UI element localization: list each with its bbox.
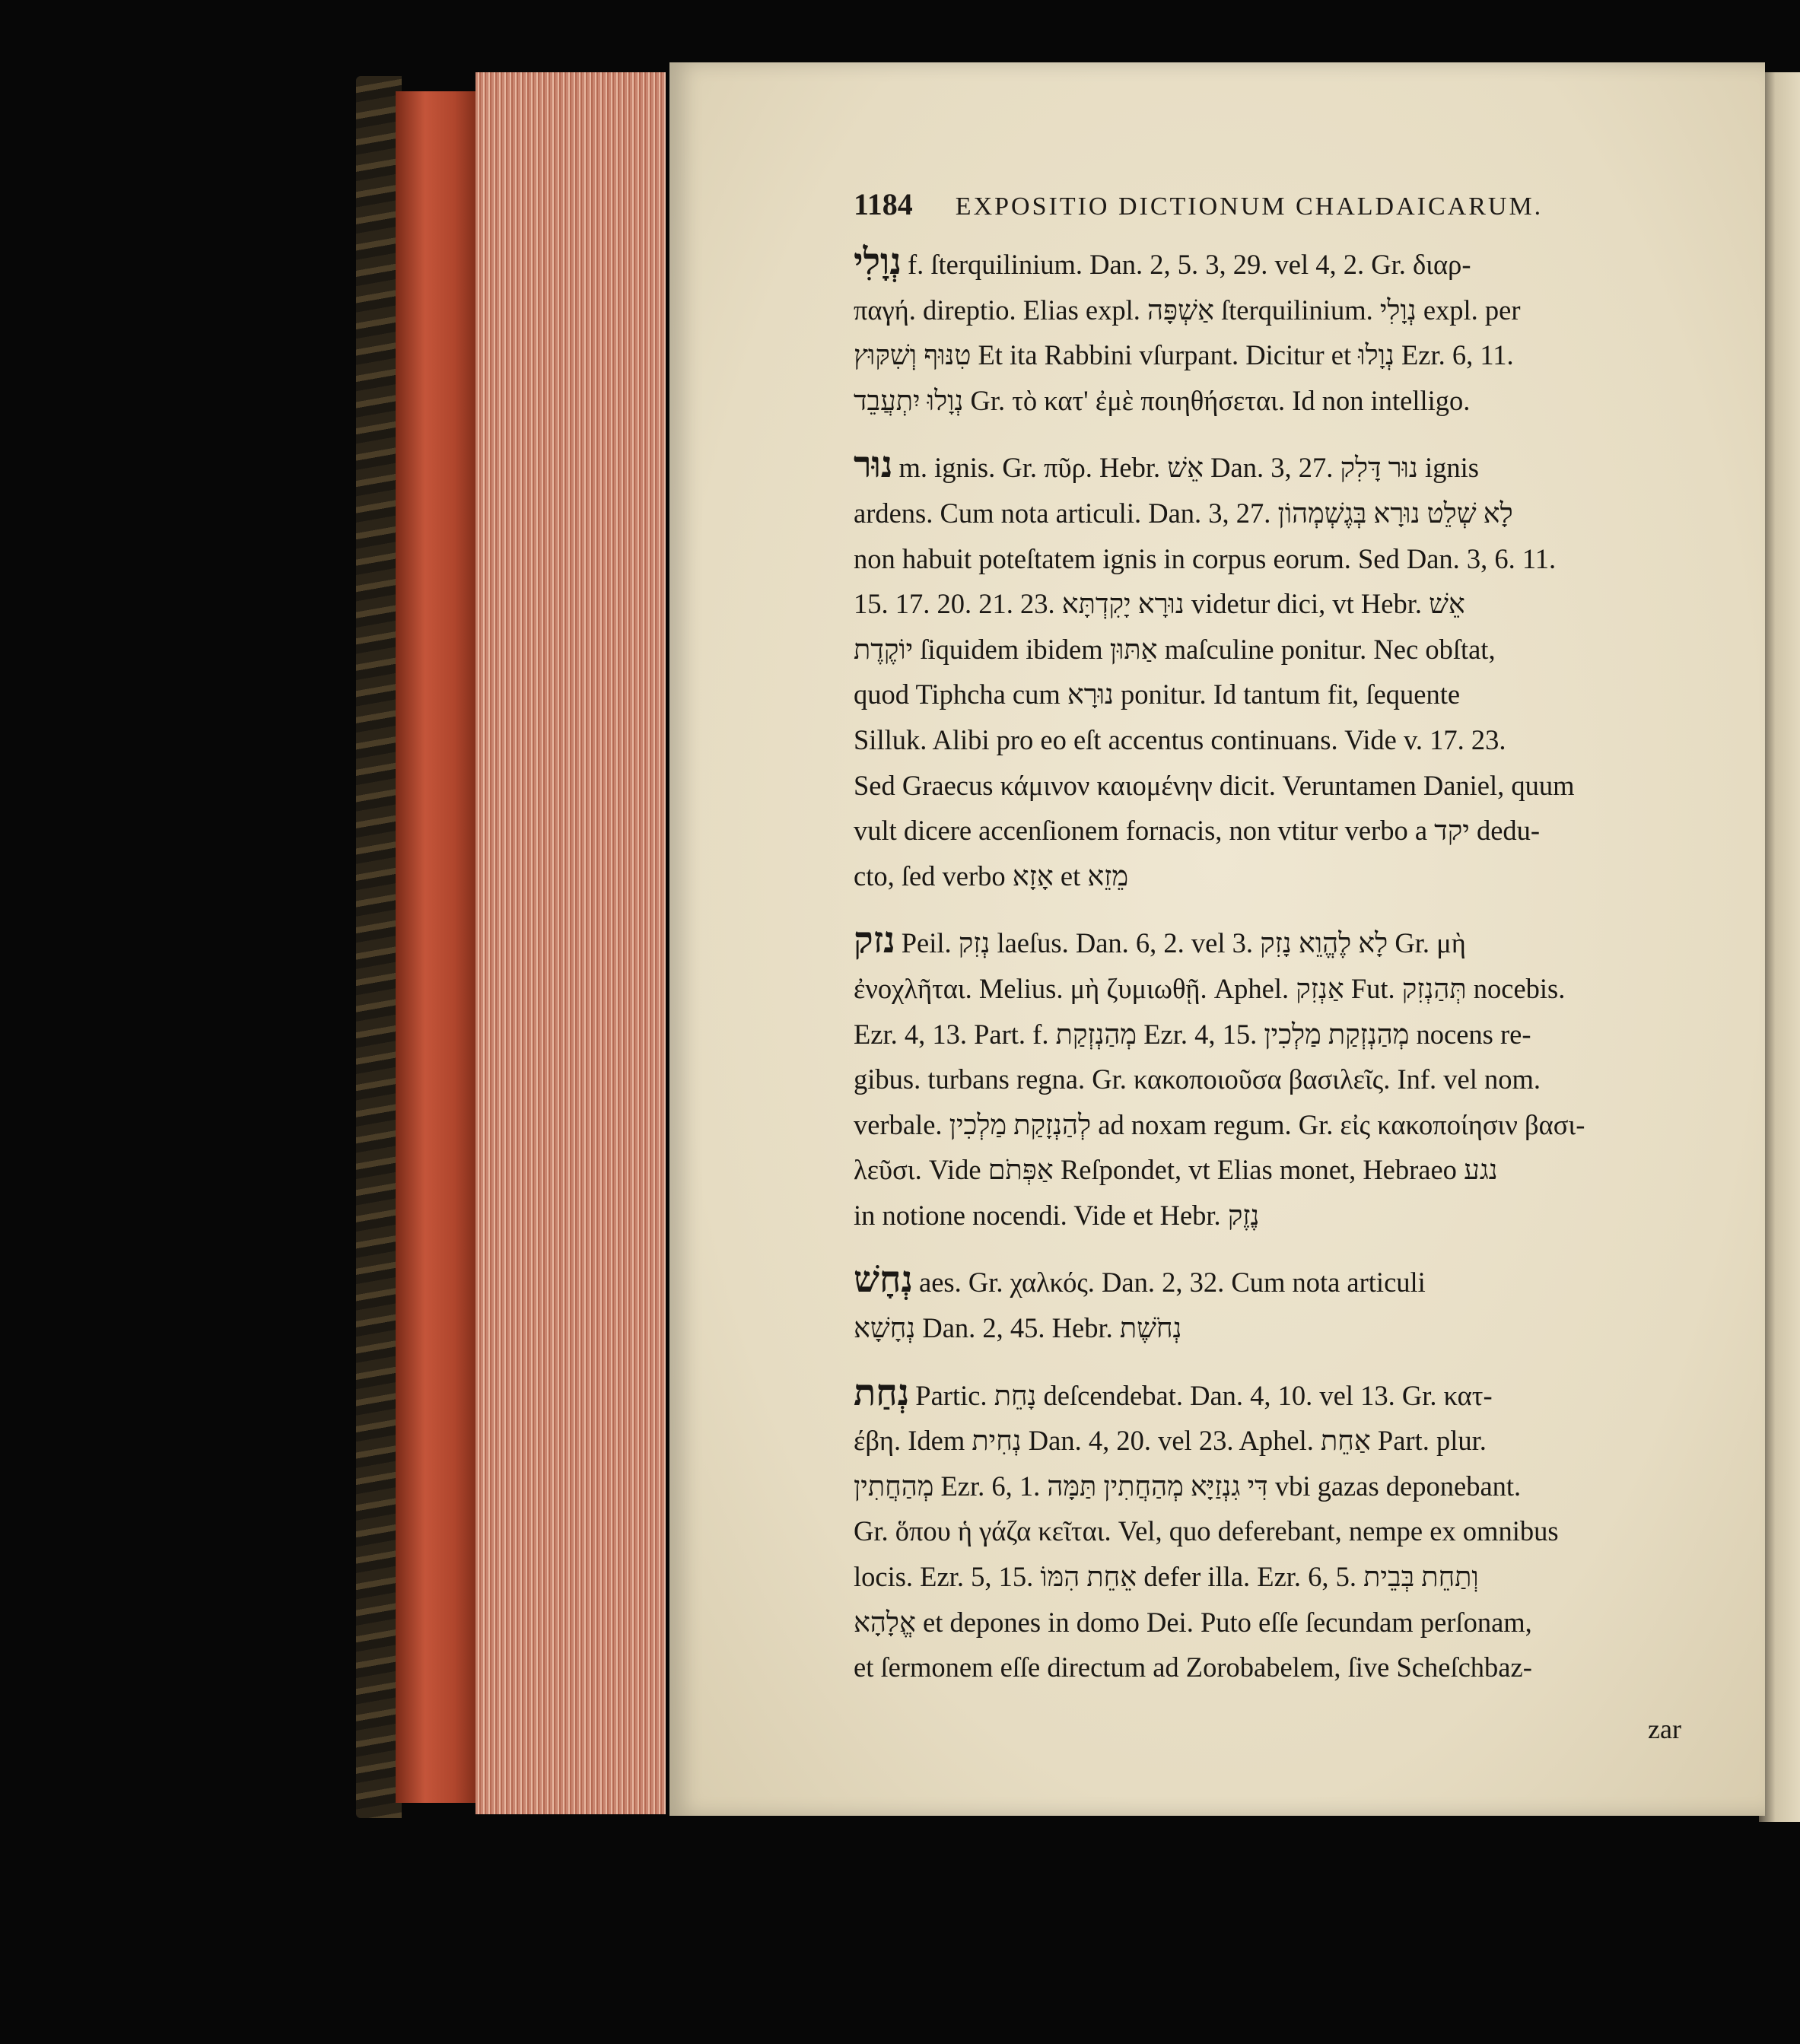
entry-line bbox=[854, 443, 1689, 491]
entry-line: λεῦσι. Vide אַפְּתֹם Reſpondet, vt Elias monet, Hebraeo נגע bbox=[854, 1154, 1498, 1186]
entry-line: in notione nocendi. Vide et Hebr. נֶזֶק bbox=[854, 1199, 1260, 1231]
entry-line: non habuit poteſtatem ignis in corpus eorum. Sed Dan. 3, 6. 11. bbox=[854, 542, 1557, 574]
facing-page-edge bbox=[1759, 72, 1800, 1822]
entry-line: טִנּוּף וְשִׁקּוּץ Et ita Rabbini vſurpant. Dicitur et נְוָלוּ Ezr. 6, 11. bbox=[854, 339, 1514, 371]
entry-line bbox=[854, 918, 1689, 966]
entry-line: יוֹקֶדֶת ſiquidem ibidem אַתּוּן maſculine ponitur. Nec obſtat, bbox=[854, 633, 1496, 665]
entry-text: m. ignis. Gr. πῦρ. Hebr. אֵשׁ Dan. 3, 27. נוּר דָּלִק ignis bbox=[898, 452, 1480, 484]
entry-line: et ſermonem eſſe directum ad Zorobabelem, ſive Scheſchbaz- bbox=[854, 1651, 1532, 1683]
headword: נְוָלִי bbox=[854, 242, 902, 282]
entry-line: cto, ſed verbo אָזָא et מֵזֵא bbox=[854, 860, 1129, 892]
entry-line: נְוָלוּ יִתְעֲבֵד Gr. τὸ κατ' ἐμὲ ποιηθήσεται. Id non intelligo. bbox=[854, 384, 1471, 416]
red-page-edge bbox=[396, 91, 479, 1803]
entry-line: מְהַחֲתִין Ezr. 6, 1. דִּי גִנְזַיָּא מְהַחֲתִין תַּמָּה vbi gazas deponebant. bbox=[854, 1470, 1522, 1502]
entry-line bbox=[854, 1371, 1689, 1419]
entry-line: gibus. turbans regna. Gr. κακοποιοῦσα βασιλεῖς. Inf. vel nom. bbox=[854, 1063, 1541, 1095]
entry-line: 15. 17. 20. 21. 23. נוּרָא יָקִדְתָּא videtur dici, vt Hebr. אֵשׁ bbox=[854, 588, 1465, 620]
entry-text: Partic. נָחֵת deſcendebat. Dan. 4, 10. vel 13. Gr. κατ- bbox=[915, 1379, 1493, 1411]
catchword: zar bbox=[1648, 1714, 1681, 1744]
entry-line: έβη. Idem נְחִית Dan. 4, 20. vel 23. Aphel. אַחֵת Part. plur. bbox=[854, 1425, 1487, 1457]
entry-nzq bbox=[854, 918, 1689, 1238]
page-number: 1184 bbox=[854, 187, 913, 221]
headword: נְחָשׁ bbox=[854, 1260, 913, 1301]
entry-line bbox=[854, 240, 1689, 288]
entry-line: quod Tiphcha cum נוּרָא ponitur. Id tantum fit, ſequente bbox=[854, 679, 1461, 710]
headword: נְחַת bbox=[854, 1372, 910, 1413]
entry-line: ardens. Cum nota articuli. Dan. 3, 27. לָא שְׁלֵט נוּרָא בְּגֶשְׁמְהוֹן bbox=[854, 497, 1513, 529]
entry-line: locis. Ezr. 5, 15. אֵחֵת הִמּוֹ defer illa. Ezr. 6, 5. וְתַחֵת בְּבֵית bbox=[854, 1561, 1479, 1593]
entry-line: ἐνοχλῆται. Melius. μὴ ζυμιωθῇ. Aphel. אַנְזִק Fut. תְּהַנְזִק nocebis. bbox=[854, 972, 1566, 1004]
entry-line: παγή. direptio. Elias expl. אַשְׁפָּה ſterquilinium. נְוָלִי expl. per bbox=[854, 294, 1521, 326]
entry-nur bbox=[854, 443, 1689, 898]
entry-line: verbale. לְהַנְזָקַת מַלְכִין ad noxam regum. Gr. εἰς κακοποίησιν βασι- bbox=[854, 1108, 1585, 1140]
entry-line: Gr. ὅπου ἡ γάζα κεῖται. Vel, quo deferebant, nempe ex omnibus bbox=[854, 1515, 1559, 1547]
entry-nevali bbox=[854, 240, 1689, 423]
page-header bbox=[854, 186, 1660, 222]
running-head: EXPOSITIO DICTIONUM CHALDAICARUM. bbox=[955, 192, 1544, 221]
entry-line: Sed Graecus κάμινον καιομένην dicit. Veruntamen Daniel, quum bbox=[854, 769, 1575, 801]
entry-nechat bbox=[854, 1371, 1689, 1690]
entry-line: נְחָשָׁא Dan. 2, 45. Hebr. נְחֹשֶׁת bbox=[854, 1312, 1182, 1344]
book-spine bbox=[356, 76, 402, 1818]
headword: נוּר bbox=[854, 445, 893, 486]
entry-line: vult dicere accenſionem fornacis, non vtitur verbo a יקד dedu- bbox=[854, 815, 1541, 847]
entry-text: f. ſterquilinium. Dan. 2, 5. 3, 29. vel 4, 2. Gr. διαρ- bbox=[907, 249, 1471, 280]
dictionary-text bbox=[854, 240, 1689, 1710]
entry-line: Silluk. Alibi pro eo eſt accentus continuans. Vide v. 17. 23. bbox=[854, 723, 1506, 755]
headword: נזק bbox=[854, 920, 895, 962]
page-edges bbox=[475, 72, 666, 1814]
entry-text: Peil. נְזִק laeſus. Dan. 6, 2. vel 3. לָא לֶהֱוֵא נָזִק Gr. μὴ bbox=[901, 927, 1466, 959]
entry-text: aes. Gr. χαλκός. Dan. 2, 32. Cum nota articuli bbox=[919, 1267, 1426, 1299]
entry-line bbox=[854, 1257, 1689, 1305]
entry-line: Ezr. 4, 13. Part. f. מְהַנְזְקַת Ezr. 4, 15. מְהַנְזְקַת מַלְכִין nocens re- bbox=[854, 1018, 1531, 1050]
entry-line: אֱלָהָא et depones in domo Dei. Puto eſſe ſecundam perſonam, bbox=[854, 1606, 1532, 1638]
entry-nechash bbox=[854, 1257, 1689, 1350]
